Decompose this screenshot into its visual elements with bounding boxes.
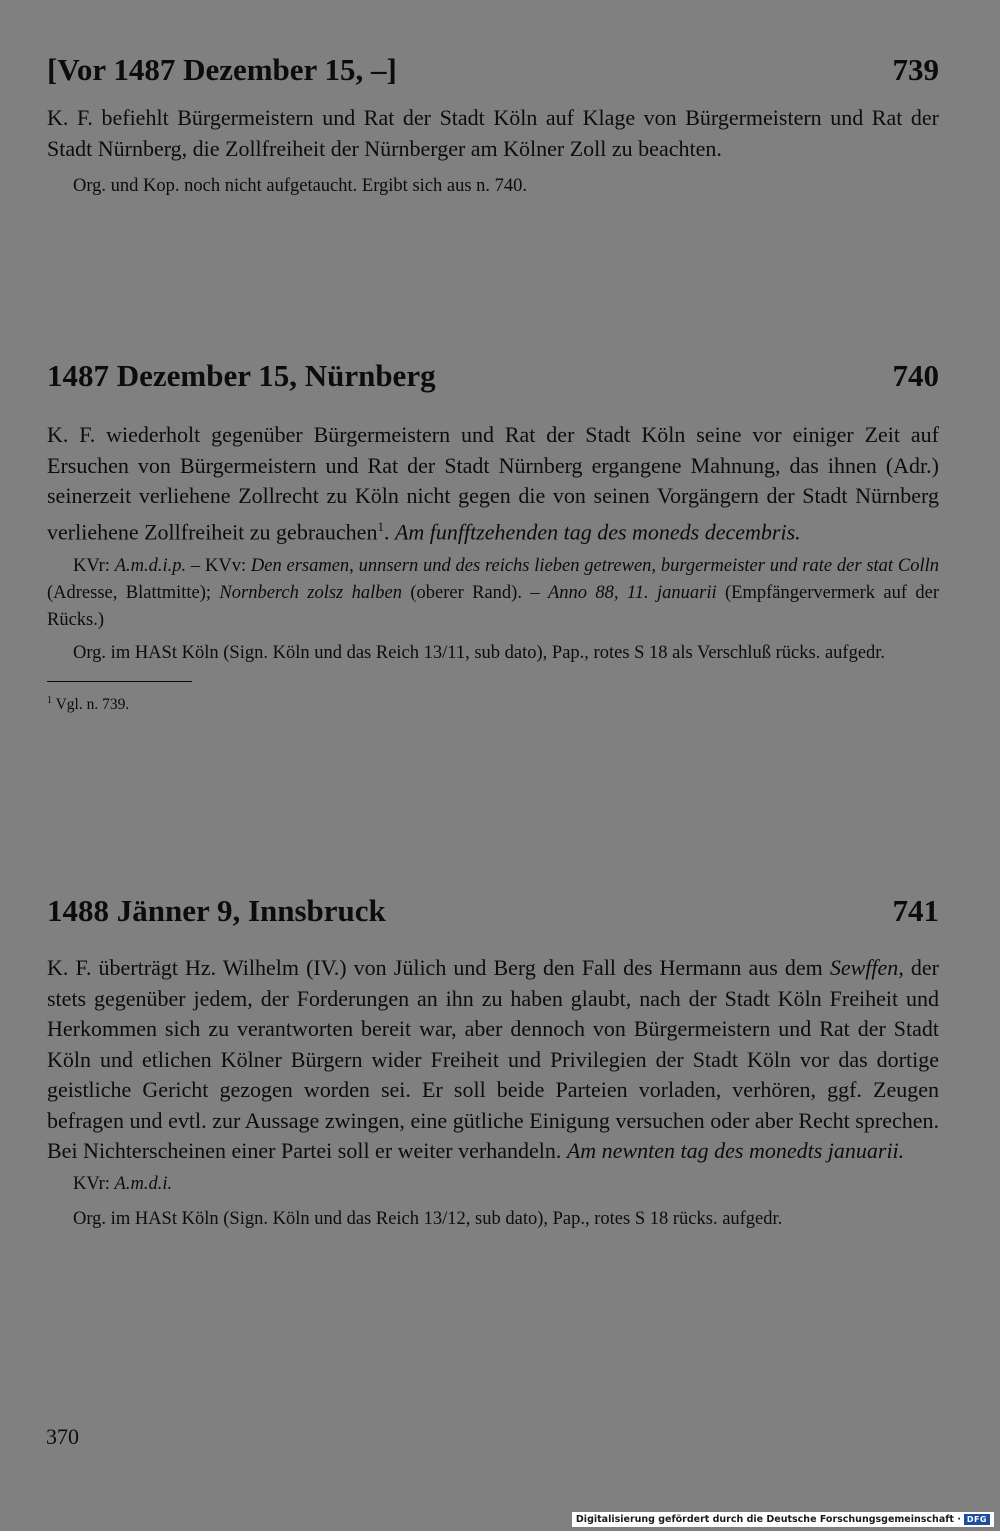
entry-summary [47,953,939,1167]
entry-number: 739 [892,52,939,87]
endorsement-note [47,1171,939,1198]
entry-source-note: Org. im HASt Köln (Sign. Köln und das Reich 13/11, sub dato), Pap., rotes S 18 als Verschluß rücks. aufgedr. [73,643,886,664]
kv-label: KVr: [73,556,115,577]
entry-source-note: Org. und Kop. noch nicht aufgetaucht. Ergibt sich aus n. 740. [73,176,528,196]
entry-date: 1488 Jänner 9, Innsbruck [47,893,386,928]
entry-heading [47,52,939,88]
entry-date: 1487 Dezember 15, Nürnberg [47,358,436,393]
kv-text: Den ersamen, unnsern und des reichs lieben getrewen, burgermeister und rate der stat Colln [250,556,939,577]
kv-text: A.m.d.i. [114,1173,173,1194]
summary-text: , der stets gegenüber jedem, der Forderungen an ihn zu haben glaubt, nach der Stadt Köln Freiheit und Herkommen sich zu verantworten bereit war, aber dennoch von Bürgermeistern und Rat der Stadt Köln und etlichen Kölner Bürgern wider Freiheit und Privilegien der Stadt Köln vor das dortige geistliche Gericht gezogen worden sei. Er soll beide Parteien vorladen, verhören, ggf. Zeugen befragen und evtl. zur Aussage zwingen, eine gütliche Einigung versuchen oder aber Recht sprechen. Bei Nichterscheinen einer Partei soll er weiter verhandeln. [47,955,939,1163]
summary-italic-name: Sewffen [829,955,899,980]
regest-entry-740 [47,358,939,716]
regest-entry-739 [47,52,939,200]
dating-clause: Am funfftzehenden tag des moneds decembris. [394,518,801,544]
kv-text: A.m.d.i.p. [114,556,187,577]
summary-punctuation: . [383,518,395,544]
dfg-logo: DFG [964,1514,990,1525]
footnote-mark: 1 [47,695,52,707]
footnote-divider [47,681,192,682]
dating-clause: Am newnten tag des monedts januarii. [566,1138,905,1163]
kv-text: Anno 88, 11. januarii [547,583,717,604]
kv-remark: (Adresse, Blattmitte); [47,583,220,604]
kv-remark: (Empfängervermerk auf der Rücks.) [47,583,939,631]
entry-summary: K. F. befiehlt Bürgermeistern und Rat der Stadt Köln auf Klage von Bürgermeistern und Rat der Stadt Nürnberg, die Zollfreiheit der Nürnberger am Kölner Zoll zu beachten. [47,105,939,161]
entry-heading [47,358,939,394]
entry-number: 741 [892,893,939,928]
regest-entry-741 [47,893,939,1233]
entry-summary [47,420,939,547]
kv-label: – KVv: [186,556,251,577]
footnote [47,690,939,716]
entry-date: [Vor 1487 Dezember 15, –] [47,52,397,87]
endorsement-note [47,553,939,634]
credit-text: Digitalisierung gefördert durch die Deutsche Forschungsgemeinschaft · [575,1514,961,1525]
funding-credit[interactable] [572,1512,994,1527]
summary-text: K. F. überträgt Hz. Wilhelm (IV.) von Jülich und Berg den Fall des Hermann aus dem [47,955,830,980]
entry-heading [47,893,939,929]
kv-label: KVr: [73,1173,115,1194]
footnote-reference: 1 [377,518,384,534]
entry-source-note: Org. im HASt Köln (Sign. Köln und das Reich 13/12, sub dato), Pap., rotes S 18 rücks. aufgedr. [73,1208,783,1229]
kv-remark: (oberer Rand). – [401,583,548,604]
summary-text: K. F. wiederholt gegenüber Bürgermeistern und Rat der Stadt Köln seine vor einiger Zeit auf Ersuchen von Bürgermeistern und Rat der Stadt Nürnberg ergangene Mahnung, das ihnen (Adr.) seinerzeit verliehene Zollrecht zu Köln nicht gegen die von seinen Vorgängern der Stadt Nürnberg verliehene Zollfreiheit zu gebrauchen [47,422,939,544]
entry-number: 740 [892,358,939,393]
kv-text: Nornberch zolsz halben [219,583,402,604]
footnote-text: Vgl. n. 739. [52,696,130,714]
page-number: 370 [46,1424,79,1449]
